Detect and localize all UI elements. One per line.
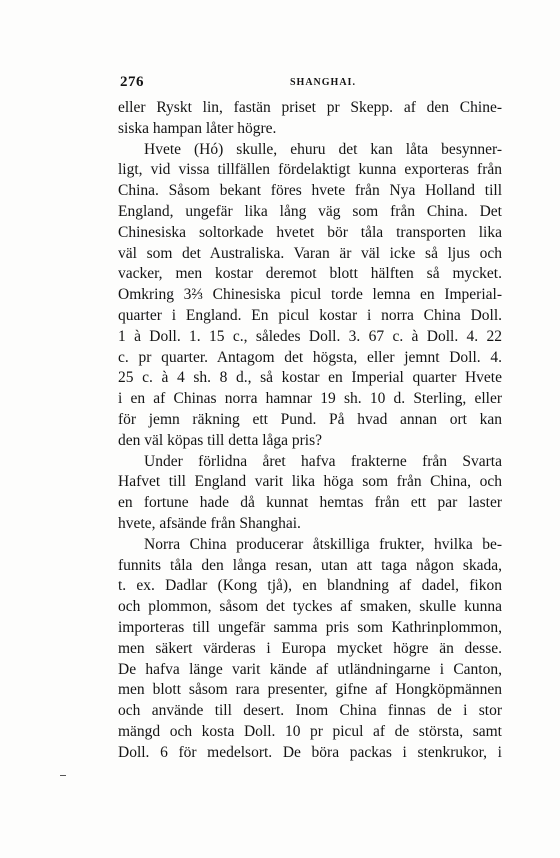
text-line: Doll. 6 för medelsort. De böra packas i stenkrukor, i bbox=[118, 743, 502, 761]
text-line: funnits tåla den långa resan, utan att taga någon skada, bbox=[118, 556, 502, 574]
page-number: 276 bbox=[120, 74, 144, 90]
text-line: men säkert värderas i Europa mycket högre än desse. bbox=[118, 639, 502, 657]
text-line: för jemn räkning ett Pund. På hvad annan ort kan bbox=[118, 410, 502, 428]
text-line: importeras till ungefär samma pris som Kathrinplommon, bbox=[118, 618, 502, 636]
text-line: Norra China producerar åtskilliga frukter, hvilka be- bbox=[144, 535, 502, 553]
text-line: den väl köpas till detta låga pris? bbox=[118, 431, 323, 449]
text-line: c. pr quarter. Antagom det högsta, eller jemnt Doll. 4. bbox=[118, 348, 502, 366]
text-line: mängd och kosta Doll. 10 pr picul af de största, samt bbox=[118, 722, 502, 740]
text-line: England, ungefär lika lång väg som från China. Det bbox=[118, 202, 502, 220]
text-line: Hafvet till England varit lika höga som från China, och bbox=[118, 473, 502, 491]
text-line: ligt, vid vissa tillfällen fördelaktigt kunna exporteras från bbox=[118, 161, 502, 179]
text-line: 1 à Doll. 1. 15 c., således Doll. 3. 67 c. à Doll. 4. 22 bbox=[118, 327, 502, 345]
text-line: t. ex. Dadlar (Kong tjå), en blandning af dadel, fikon bbox=[118, 577, 502, 595]
text-line: 25 c. à 4 sh. 8 d., så kostar en Imperial quarter Hvete bbox=[118, 369, 502, 387]
text-line: Under förlidna året hafva frakterne från Svarta bbox=[144, 452, 502, 470]
text-line: quarter i England. En picul kostar i norra China Doll. bbox=[118, 306, 502, 324]
body-text bbox=[118, 98, 502, 764]
text-line: och använde till desert. Inom China finnas de i stor bbox=[118, 702, 502, 720]
text-line: Chinesiska soltorkade hvetet bör tåla transporten lika bbox=[118, 223, 502, 241]
text-line: hvete, afsände från Shanghai. bbox=[118, 514, 301, 532]
text-line: Omkring 3⅔ Chinesiska picul torde lemna en Imperial- bbox=[118, 286, 502, 304]
text-line: siska hampan låter högre. bbox=[118, 119, 277, 137]
text-line: och plommon, såsom det tyckes af smaken, skulle kunna bbox=[118, 598, 502, 616]
text-line: men blott såsom rara presenter, gifne af Hongköpmännen bbox=[118, 681, 502, 699]
text-line: Hvete (Hó) skulle, ehuru det kan låta besynner- bbox=[144, 140, 502, 158]
text-line: en fortune hade då kunnat hemtas från ett par laster bbox=[118, 494, 502, 512]
text-line: De hafva länge varit kände af utländningarne i Canton, bbox=[118, 660, 502, 678]
text-line: väl som det Australiska. Varan är väl icke så ljus och bbox=[118, 244, 502, 262]
text-line: vacker, men kostar deremot blott hälften så mycket. bbox=[118, 265, 502, 283]
text-line: eller Ryskt lin, fastän priset pr Skepp. af den Chine- bbox=[118, 99, 502, 116]
header-title: SHANGHAI. bbox=[290, 77, 356, 88]
running-head bbox=[120, 74, 504, 92]
text-line: i en af Chinas norra hamnar 19 sh. 10 d. Sterling, eller bbox=[118, 390, 502, 408]
margin-mark bbox=[60, 775, 66, 776]
text-line: China. Såsom bekant föres hvete från Nya Holland till bbox=[118, 182, 502, 200]
